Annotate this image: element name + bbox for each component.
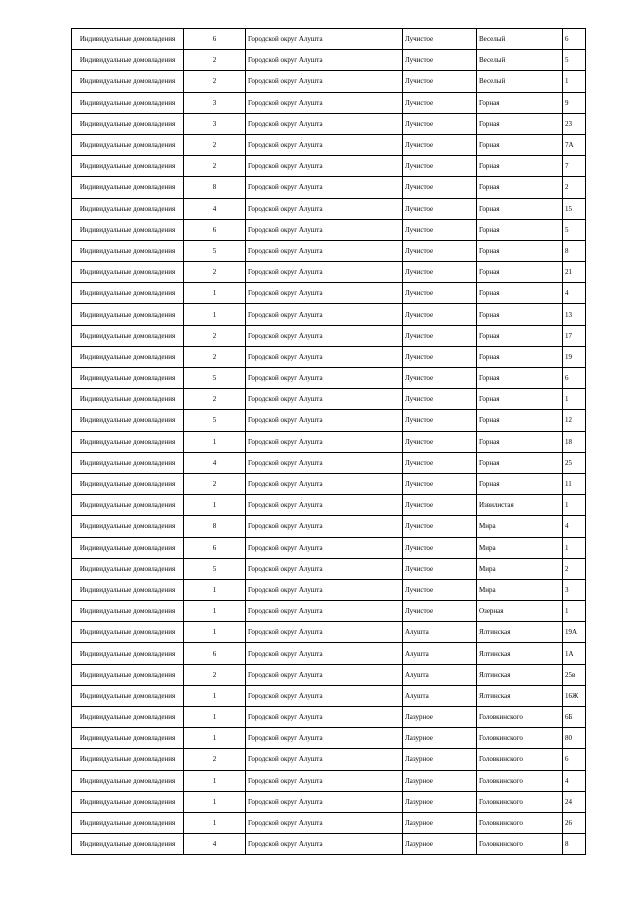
locality-cell: Лучистое <box>403 240 477 261</box>
quantity-cell: 1 <box>184 601 246 622</box>
street-cell: Головкинского <box>477 812 563 833</box>
locality-cell: Лучистое <box>403 368 477 389</box>
locality-cell: Лучистое <box>403 219 477 240</box>
table-row <box>72 410 586 431</box>
house-number-cell: 12 <box>563 410 586 431</box>
house-number-cell: 7 <box>563 156 586 177</box>
housing-type-cell: Индивидуальные домовладения <box>72 452 184 473</box>
quantity-cell: 1 <box>184 791 246 812</box>
quantity-cell: 1 <box>184 283 246 304</box>
quantity-cell: 4 <box>184 452 246 473</box>
locality-cell: Лучистое <box>403 537 477 558</box>
house-number-cell: 13 <box>563 304 586 325</box>
street-cell: Горная <box>477 452 563 473</box>
house-number-cell: 15 <box>563 198 586 219</box>
street-cell: Горная <box>477 431 563 452</box>
street-cell: Ялтинская <box>477 664 563 685</box>
district-cell: Городской округ Алушта <box>246 558 403 579</box>
locality-cell: Лазурное <box>403 707 477 728</box>
street-cell: Горная <box>477 346 563 367</box>
district-cell: Городской округ Алушта <box>246 707 403 728</box>
housing-type-cell: Индивидуальные домовладения <box>72 707 184 728</box>
district-cell: Городской округ Алушта <box>246 410 403 431</box>
district-cell: Городской округ Алушта <box>246 579 403 600</box>
quantity-cell: 1 <box>184 304 246 325</box>
street-cell: Горная <box>477 389 563 410</box>
house-number-cell: 1 <box>563 495 586 516</box>
street-cell: Горная <box>477 134 563 155</box>
quantity-cell: 5 <box>184 410 246 431</box>
table-row <box>72 558 586 579</box>
table-row <box>72 579 586 600</box>
locality-cell: Лучистое <box>403 601 477 622</box>
street-cell: Головкинского <box>477 707 563 728</box>
housing-type-cell: Индивидуальные домовладения <box>72 579 184 600</box>
housing-type-cell: Индивидуальные домовладения <box>72 812 184 833</box>
table-row <box>72 537 586 558</box>
table-row <box>72 198 586 219</box>
quantity-cell: 2 <box>184 71 246 92</box>
housing-type-cell: Индивидуальные домовладения <box>72 346 184 367</box>
table-row <box>72 262 586 283</box>
district-cell: Городской округ Алушта <box>246 601 403 622</box>
quantity-cell: 2 <box>184 50 246 71</box>
quantity-cell: 6 <box>184 29 246 50</box>
quantity-cell: 2 <box>184 262 246 283</box>
locality-cell: Лучистое <box>403 177 477 198</box>
quantity-cell: 1 <box>184 622 246 643</box>
table-row <box>72 389 586 410</box>
street-cell: Горная <box>477 473 563 494</box>
house-number-cell: 25в <box>563 664 586 685</box>
house-number-cell: 8 <box>563 834 586 855</box>
locality-cell: Лучистое <box>403 92 477 113</box>
street-cell: Горная <box>477 156 563 177</box>
street-cell: Горная <box>477 325 563 346</box>
locality-cell: Лучистое <box>403 410 477 431</box>
street-cell: Головкинского <box>477 834 563 855</box>
quantity-cell: 4 <box>184 834 246 855</box>
street-cell: Мира <box>477 558 563 579</box>
house-number-cell: 4 <box>563 770 586 791</box>
street-cell: Горная <box>477 113 563 134</box>
locality-cell: Алушта <box>403 685 477 706</box>
housing-table-body <box>72 29 586 855</box>
street-cell: Озерная <box>477 601 563 622</box>
street-cell: Головкинского <box>477 770 563 791</box>
quantity-cell: 1 <box>184 495 246 516</box>
district-cell: Городской округ Алушта <box>246 198 403 219</box>
table-row <box>72 749 586 770</box>
housing-type-cell: Индивидуальные домовладения <box>72 473 184 494</box>
district-cell: Городской округ Алушта <box>246 304 403 325</box>
street-cell: Веселый <box>477 29 563 50</box>
housing-type-cell: Индивидуальные домовладения <box>72 431 184 452</box>
housing-type-cell: Индивидуальные домовладения <box>72 834 184 855</box>
housing-type-cell: Индивидуальные домовладения <box>72 516 184 537</box>
quantity-cell: 5 <box>184 240 246 261</box>
street-cell: Мира <box>477 537 563 558</box>
district-cell: Городской округ Алушта <box>246 219 403 240</box>
house-number-cell: 5 <box>563 50 586 71</box>
table-row <box>72 791 586 812</box>
table-row <box>72 685 586 706</box>
housing-type-cell: Индивидуальные домовладения <box>72 622 184 643</box>
house-number-cell: 4 <box>563 283 586 304</box>
house-number-cell: 5 <box>563 219 586 240</box>
quantity-cell: 2 <box>184 156 246 177</box>
street-cell: Горная <box>477 410 563 431</box>
housing-type-cell: Индивидуальные домовладения <box>72 113 184 134</box>
table-row <box>72 834 586 855</box>
street-cell: Ялтинская <box>477 685 563 706</box>
housing-type-cell: Индивидуальные домовладения <box>72 304 184 325</box>
house-number-cell: 25 <box>563 452 586 473</box>
district-cell: Городской округ Алушта <box>246 134 403 155</box>
quantity-cell: 1 <box>184 707 246 728</box>
locality-cell: Лучистое <box>403 473 477 494</box>
locality-cell: Лучистое <box>403 50 477 71</box>
house-number-cell: 19 <box>563 346 586 367</box>
housing-type-cell: Индивидуальные домовладения <box>72 134 184 155</box>
street-cell: Горная <box>477 198 563 219</box>
table-row <box>72 812 586 833</box>
district-cell: Городской округ Алушта <box>246 177 403 198</box>
house-number-cell: 2 <box>563 558 586 579</box>
table-row <box>72 29 586 50</box>
housing-type-cell: Индивидуальные домовладения <box>72 219 184 240</box>
street-cell: Ялтинская <box>477 622 563 643</box>
street-cell: Горная <box>477 262 563 283</box>
district-cell: Городской округ Алушта <box>246 92 403 113</box>
table-row <box>72 92 586 113</box>
street-cell: Горная <box>477 92 563 113</box>
housing-type-cell: Индивидуальные домовладения <box>72 728 184 749</box>
quantity-cell: 8 <box>184 177 246 198</box>
district-cell: Городской округ Алушта <box>246 622 403 643</box>
table-row <box>72 516 586 537</box>
quantity-cell: 2 <box>184 346 246 367</box>
table-row <box>72 240 586 261</box>
quantity-cell: 1 <box>184 685 246 706</box>
house-number-cell: 6 <box>563 29 586 50</box>
street-cell: Горная <box>477 177 563 198</box>
house-number-cell: 1 <box>563 389 586 410</box>
quantity-cell: 2 <box>184 389 246 410</box>
quantity-cell: 4 <box>184 198 246 219</box>
district-cell: Городской округ Алушта <box>246 495 403 516</box>
locality-cell: Лазурное <box>403 728 477 749</box>
district-cell: Городской округ Алушта <box>246 283 403 304</box>
district-cell: Городской округ Алушта <box>246 240 403 261</box>
locality-cell: Лучистое <box>403 113 477 134</box>
locality-cell: Лучистое <box>403 495 477 516</box>
street-cell: Веселый <box>477 50 563 71</box>
table-row <box>72 71 586 92</box>
housing-table <box>71 28 586 855</box>
table-row <box>72 50 586 71</box>
quantity-cell: 6 <box>184 537 246 558</box>
table-row <box>72 643 586 664</box>
table-row <box>72 707 586 728</box>
locality-cell: Лазурное <box>403 834 477 855</box>
quantity-cell: 2 <box>184 664 246 685</box>
district-cell: Городской округ Алушта <box>246 728 403 749</box>
district-cell: Городской округ Алушта <box>246 770 403 791</box>
table-row <box>72 156 586 177</box>
district-cell: Городской округ Алушта <box>246 537 403 558</box>
district-cell: Городской округ Алушта <box>246 325 403 346</box>
house-number-cell: 4 <box>563 516 586 537</box>
table-row <box>72 431 586 452</box>
house-number-cell: 6 <box>563 749 586 770</box>
housing-type-cell: Индивидуальные домовладения <box>72 685 184 706</box>
housing-type-cell: Индивидуальные домовладения <box>72 389 184 410</box>
housing-type-cell: Индивидуальные домовладения <box>72 92 184 113</box>
quantity-cell: 2 <box>184 749 246 770</box>
district-cell: Городской округ Алушта <box>246 791 403 812</box>
house-number-cell: 8 <box>563 240 586 261</box>
housing-type-cell: Индивидуальные домовладения <box>72 749 184 770</box>
locality-cell: Алушта <box>403 664 477 685</box>
street-cell: Горная <box>477 219 563 240</box>
quantity-cell: 1 <box>184 728 246 749</box>
quantity-cell: 5 <box>184 558 246 579</box>
locality-cell: Лучистое <box>403 156 477 177</box>
house-number-cell: 6 <box>563 368 586 389</box>
housing-type-cell: Индивидуальные домовладения <box>72 50 184 71</box>
table-row <box>72 664 586 685</box>
district-cell: Городской округ Алушта <box>246 50 403 71</box>
locality-cell: Лучистое <box>403 346 477 367</box>
district-cell: Городской округ Алушта <box>246 749 403 770</box>
district-cell: Городской округ Алушта <box>246 664 403 685</box>
house-number-cell: 6Б <box>563 707 586 728</box>
housing-type-cell: Индивидуальные домовладения <box>72 71 184 92</box>
house-number-cell: 1 <box>563 537 586 558</box>
table-row <box>72 495 586 516</box>
locality-cell: Лучистое <box>403 579 477 600</box>
housing-type-cell: Индивидуальные домовладения <box>72 558 184 579</box>
locality-cell: Лучистое <box>403 29 477 50</box>
table-row <box>72 325 586 346</box>
housing-type-cell: Индивидуальные домовладения <box>72 177 184 198</box>
quantity-cell: 2 <box>184 473 246 494</box>
locality-cell: Лучистое <box>403 134 477 155</box>
house-number-cell: 1 <box>563 601 586 622</box>
locality-cell: Алушта <box>403 643 477 664</box>
street-cell: Головкинского <box>477 791 563 812</box>
locality-cell: Лучистое <box>403 304 477 325</box>
locality-cell: Лучистое <box>403 262 477 283</box>
quantity-cell: 6 <box>184 219 246 240</box>
housing-type-cell: Индивидуальные домовладения <box>72 198 184 219</box>
house-number-cell: 7А <box>563 134 586 155</box>
table-row <box>72 283 586 304</box>
district-cell: Городской округ Алушта <box>246 368 403 389</box>
district-cell: Городской округ Алушта <box>246 516 403 537</box>
housing-type-cell: Индивидуальные домовладения <box>72 791 184 812</box>
quantity-cell: 2 <box>184 134 246 155</box>
district-cell: Городской округ Алушта <box>246 473 403 494</box>
housing-type-cell: Индивидуальные домовладения <box>72 537 184 558</box>
district-cell: Городской округ Алушта <box>246 29 403 50</box>
house-number-cell: 18 <box>563 431 586 452</box>
house-number-cell: 24 <box>563 791 586 812</box>
street-cell: Веселый <box>477 71 563 92</box>
locality-cell: Лучистое <box>403 431 477 452</box>
table-row <box>72 622 586 643</box>
district-cell: Городской округ Алушта <box>246 389 403 410</box>
house-number-cell: 23 <box>563 113 586 134</box>
table-row <box>72 113 586 134</box>
locality-cell: Лазурное <box>403 791 477 812</box>
housing-type-cell: Индивидуальные домовладения <box>72 240 184 261</box>
house-number-cell: 11 <box>563 473 586 494</box>
street-cell: Горная <box>477 368 563 389</box>
quantity-cell: 1 <box>184 770 246 791</box>
district-cell: Городской округ Алушта <box>246 346 403 367</box>
housing-type-cell: Индивидуальные домовладения <box>72 770 184 791</box>
street-cell: Головкинского <box>477 728 563 749</box>
house-number-cell: 80 <box>563 728 586 749</box>
quantity-cell: 3 <box>184 113 246 134</box>
quantity-cell: 1 <box>184 812 246 833</box>
locality-cell: Лучистое <box>403 452 477 473</box>
locality-cell: Алушта <box>403 622 477 643</box>
house-number-cell: 16Ж <box>563 685 586 706</box>
locality-cell: Лучистое <box>403 71 477 92</box>
housing-type-cell: Индивидуальные домовладения <box>72 156 184 177</box>
house-number-cell: 1 <box>563 71 586 92</box>
district-cell: Городской округ Алушта <box>246 452 403 473</box>
district-cell: Городской округ Алушта <box>246 643 403 664</box>
housing-type-cell: Индивидуальные домовладения <box>72 410 184 431</box>
housing-type-cell: Индивидуальные домовладения <box>72 29 184 50</box>
district-cell: Городской округ Алушта <box>246 685 403 706</box>
house-number-cell: 19А <box>563 622 586 643</box>
district-cell: Городской округ Алушта <box>246 113 403 134</box>
street-cell: Мира <box>477 579 563 600</box>
quantity-cell: 1 <box>184 431 246 452</box>
house-number-cell: 1А <box>563 643 586 664</box>
district-cell: Городской округ Алушта <box>246 834 403 855</box>
house-number-cell: 3 <box>563 579 586 600</box>
street-cell: Мира <box>477 516 563 537</box>
table-row <box>72 452 586 473</box>
quantity-cell: 6 <box>184 643 246 664</box>
district-cell: Городской округ Алушта <box>246 262 403 283</box>
quantity-cell: 3 <box>184 92 246 113</box>
district-cell: Городской округ Алушта <box>246 812 403 833</box>
locality-cell: Лазурное <box>403 812 477 833</box>
housing-type-cell: Индивидуальные домовладения <box>72 664 184 685</box>
locality-cell: Лучистое <box>403 516 477 537</box>
housing-type-cell: Индивидуальные домовладения <box>72 262 184 283</box>
quantity-cell: 8 <box>184 516 246 537</box>
table-row <box>72 304 586 325</box>
locality-cell: Лучистое <box>403 198 477 219</box>
quantity-cell: 5 <box>184 368 246 389</box>
house-number-cell: 26 <box>563 812 586 833</box>
housing-type-cell: Индивидуальные домовладения <box>72 368 184 389</box>
housing-type-cell: Индивидуальные домовладения <box>72 283 184 304</box>
housing-type-cell: Индивидуальные домовладения <box>72 495 184 516</box>
housing-type-cell: Индивидуальные домовладения <box>72 601 184 622</box>
district-cell: Городской округ Алушта <box>246 71 403 92</box>
table-row <box>72 601 586 622</box>
locality-cell: Лазурное <box>403 770 477 791</box>
street-cell: Горная <box>477 304 563 325</box>
district-cell: Городской округ Алушта <box>246 431 403 452</box>
table-row <box>72 346 586 367</box>
table-row <box>72 368 586 389</box>
table-row <box>72 177 586 198</box>
street-cell: Головкинского <box>477 749 563 770</box>
street-cell: Ялтинская <box>477 643 563 664</box>
table-row <box>72 473 586 494</box>
table-row <box>72 770 586 791</box>
house-number-cell: 2 <box>563 177 586 198</box>
street-cell: Извилистая <box>477 495 563 516</box>
locality-cell: Лазурное <box>403 749 477 770</box>
quantity-cell: 2 <box>184 325 246 346</box>
locality-cell: Лучистое <box>403 389 477 410</box>
table-row <box>72 134 586 155</box>
quantity-cell: 1 <box>184 579 246 600</box>
house-number-cell: 21 <box>563 262 586 283</box>
locality-cell: Лучистое <box>403 558 477 579</box>
table-row <box>72 728 586 749</box>
housing-type-cell: Индивидуальные домовладения <box>72 325 184 346</box>
locality-cell: Лучистое <box>403 283 477 304</box>
housing-type-cell: Индивидуальные домовладения <box>72 643 184 664</box>
street-cell: Горная <box>477 240 563 261</box>
table-row <box>72 219 586 240</box>
street-cell: Горная <box>477 283 563 304</box>
house-number-cell: 17 <box>563 325 586 346</box>
locality-cell: Лучистое <box>403 325 477 346</box>
district-cell: Городской округ Алушта <box>246 156 403 177</box>
house-number-cell: 9 <box>563 92 586 113</box>
